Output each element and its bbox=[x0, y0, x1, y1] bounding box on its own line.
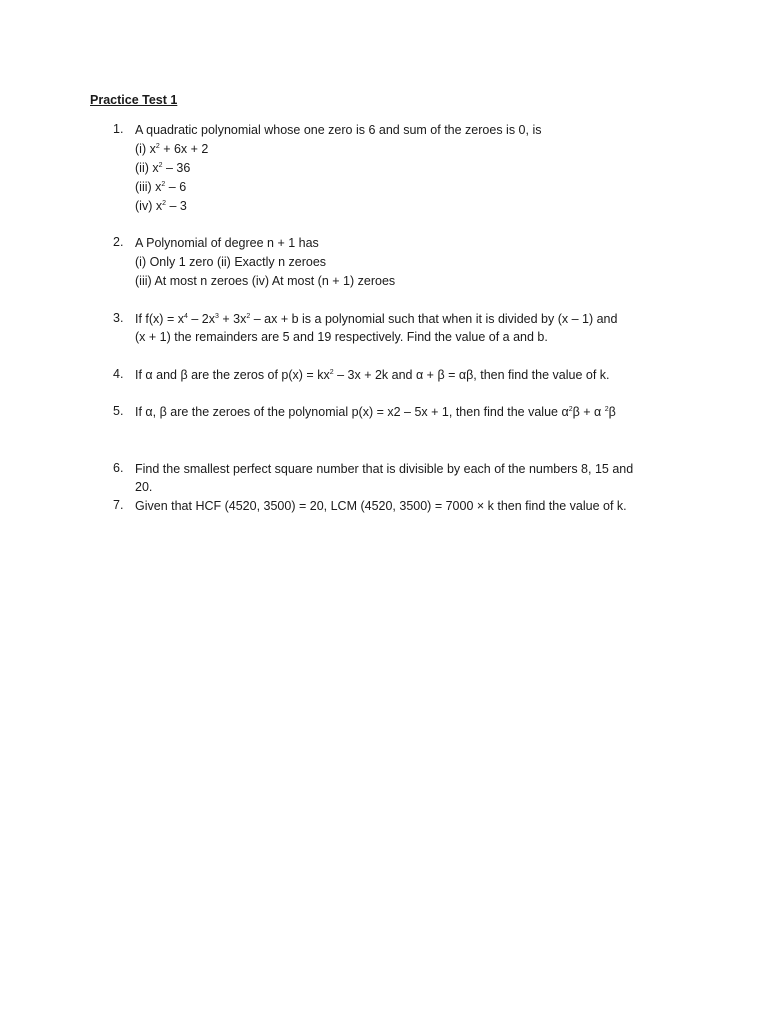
question-stem: If $f(x) = x^4 - 2x^3 + 3x^2$ – ax + b is a polynomial such that when it is divided by (x – 1) and bbox=[135, 312, 618, 326]
option-ii: (ii) $x^2 - 36$ bbox=[135, 161, 191, 175]
options-line-2: (iii) At most n zeroes (iv) At most (n + 1) zeroes bbox=[135, 274, 396, 288]
question-stem: If α and β are the zeros of $p(x) = kx^2 - 3x + 2k$ and α + β = αβ, then find the value of k. bbox=[135, 368, 610, 382]
page-title: Practice Test 1 bbox=[90, 93, 178, 107]
question-number: 5. bbox=[113, 404, 124, 418]
question-stem: Given that HCF (4520, 3500) = 20, LCM (4520, 3500) = 7000 × k then find the value of k. bbox=[135, 499, 627, 513]
question-stem: If α, β are the zeroes of the polynomial p(x) = x2 – 5x + 1, then find the value $\alpha^2\beta + \alpha$ $^2$β bbox=[135, 405, 616, 419]
question-stem: Find the smallest perfect square number that is divisible by each of the numbers 8, 15 and bbox=[135, 462, 634, 476]
question-number: 7. bbox=[113, 498, 124, 512]
question-number: 4. bbox=[113, 367, 124, 381]
options-line-1: (i) Only 1 zero (ii) Exactly n zeroes bbox=[135, 255, 327, 269]
option-iv: (iv) $x^2 - 3$ bbox=[135, 199, 187, 213]
question-number: 2. bbox=[113, 235, 124, 249]
question-stem-continued: (x + 1) the remainders are 5 and 19 respectively. Find the value of a and b. bbox=[135, 330, 548, 344]
option-iii: (iii) $x^2 - 6$ bbox=[135, 180, 187, 194]
question-number: 1. bbox=[113, 122, 124, 136]
question-number: 3. bbox=[113, 311, 124, 325]
option-i: (i) $x^2 + 6x + 2$ bbox=[135, 142, 209, 156]
question-stem: A quadratic polynomial whose one zero is 6 and sum of the zeroes is 0, is bbox=[135, 123, 542, 137]
question-stem-continued: 20. bbox=[135, 480, 153, 494]
question-stem: A Polynomial of degree n + 1 has bbox=[135, 236, 319, 250]
question-number: 6. bbox=[113, 461, 124, 475]
